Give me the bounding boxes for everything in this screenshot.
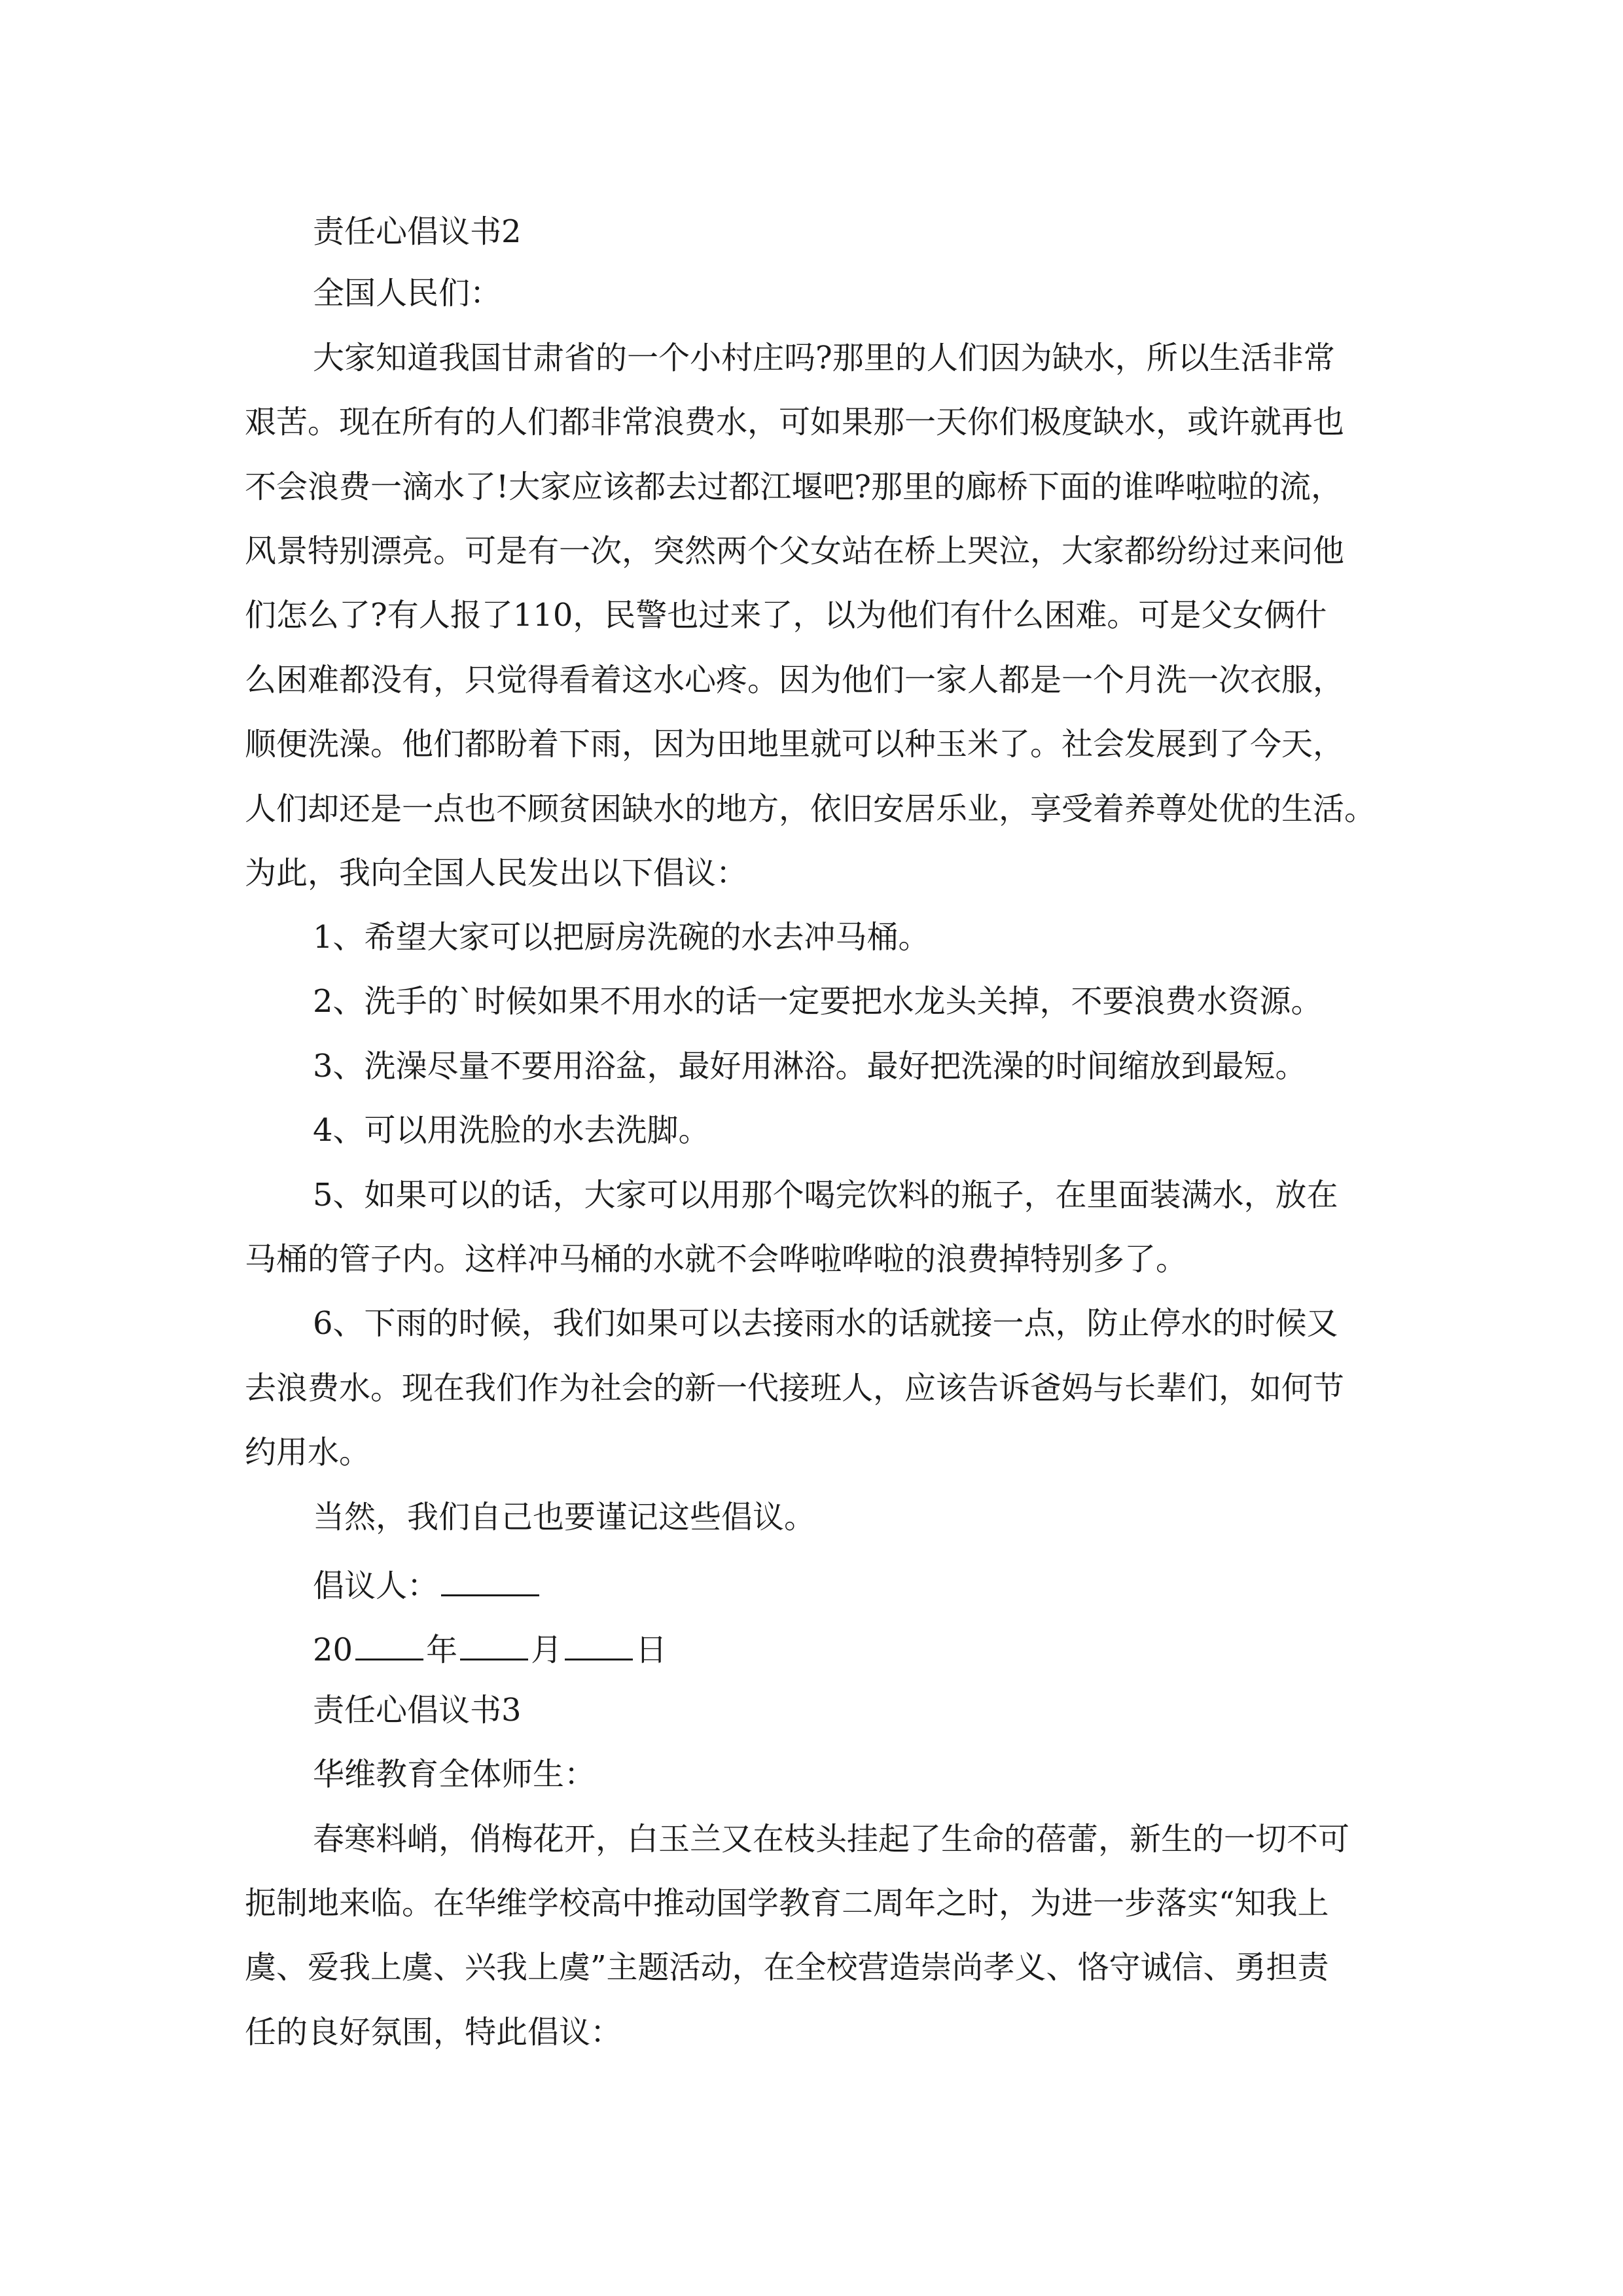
signer-label: 倡议人： [313,1568,439,1604]
signer-line [313,1566,542,1602]
day-blank [565,1630,633,1660]
salutation-3: 华维教育全体师生： [313,1756,596,1793]
date-year: 年 [426,1632,458,1668]
list-item-6: 6、下雨的时候，我们如果可以去接雨水的话就接一点，防止停水的时候又 [313,1305,1338,1342]
paragraph-line: 大家知道我国甘肃省的一个小村庄吗?那里的人们因为缺水，所以生活非常 [313,340,1335,376]
paragraph-line: 不会浪费一滴水了!大家应该都去过都江堰吧?那里的廊桥下面的谁哗啦啦的流， [245,469,1343,505]
date-month: 月 [531,1632,563,1668]
list-item-4: 4、可以用洗脸的水去洗脚。 [313,1112,710,1149]
year-blank [355,1630,423,1660]
date-day: 日 [635,1632,668,1668]
paragraph-line: 任的良好氛围，特此倡议： [245,2014,622,2051]
paragraph-line: 们怎么了?有人报了110，民警也过来了，以为他们有什么困难。可是父女俩什 [245,597,1327,634]
list-item-3: 3、洗澡尽量不要用浴盆，最好用淋浴。最好把洗澡的时间缩放到最短。 [313,1048,1307,1085]
month-blank [460,1630,528,1660]
list-item-6-cont: 去浪费水。现在我们作为社会的新一代接班人，应该告诉爸妈与长辈们，如何节 [245,1370,1345,1407]
paragraph-line: 艰苦。现在所有的人们都非常浪费水，可如果那一天你们极度缺水，或许就再也 [245,404,1345,440]
paragraph-line: 春寒料峭，俏梅花开，白玉兰又在枝头挂起了生命的蓓蕾，新生的一切不可 [313,1821,1350,1857]
signer-blank [441,1566,539,1596]
paragraph-line: 扼制地来临。在华维学校高中推动国学教育二周年之时，为进一步落实“知我上 [245,1885,1329,1922]
paragraph-line: 为此，我向全国人民发出以下倡议： [245,855,748,891]
paragraph-line: 么困难都没有，只觉得看着这水心疼。因为他们一家人都是一个月洗一次衣服， [245,662,1345,698]
section-title-2: 责任心倡议书2 [313,213,522,250]
list-item-2: 2、洗手的`时候如果不用水的话一定要把水龙头关掉，不要浪费水资源。 [313,983,1323,1020]
date-line [313,1630,667,1666]
paragraph-line: 风景特别漂亮。可是有一次，突然两个父女站在桥上哭泣，大家都纷纷过来问他 [245,533,1345,569]
list-item-1: 1、希望大家可以把厨房洗碗的水去冲马桶。 [313,919,930,956]
list-item-5: 5、如果可以的话，大家可以用那个喝完饮料的瓶子，在里面装满水，放在 [313,1177,1338,1213]
salutation-2: 全国人民们： [313,275,502,312]
paragraph-line: 人们却还是一点也不顾贫困缺水的地方，依旧安居乐业，享受着养尊处优的生活。 [245,791,1376,827]
paragraph-line: 顺便洗澡。他们都盼着下雨，因为田地里就可以种玉米了。社会发展到了今天， [245,726,1345,762]
date-prefix: 20 [313,1632,353,1668]
section-title-3: 责任心倡议书3 [313,1692,522,1729]
closing-line: 当然，我们自己也要谨记这些倡议。 [313,1499,816,1535]
list-item-6-cont: 约用水。 [245,1434,371,1471]
paragraph-line: 虞、爱我上虞、兴我上虞”主题活动，在全校营造崇尚孝义、恪守诚信、勇担责 [245,1949,1329,1986]
list-item-5-cont: 马桶的管子内。这样冲马桶的水就不会哗啦哗啦的浪费掉特别多了。 [245,1241,1188,1278]
